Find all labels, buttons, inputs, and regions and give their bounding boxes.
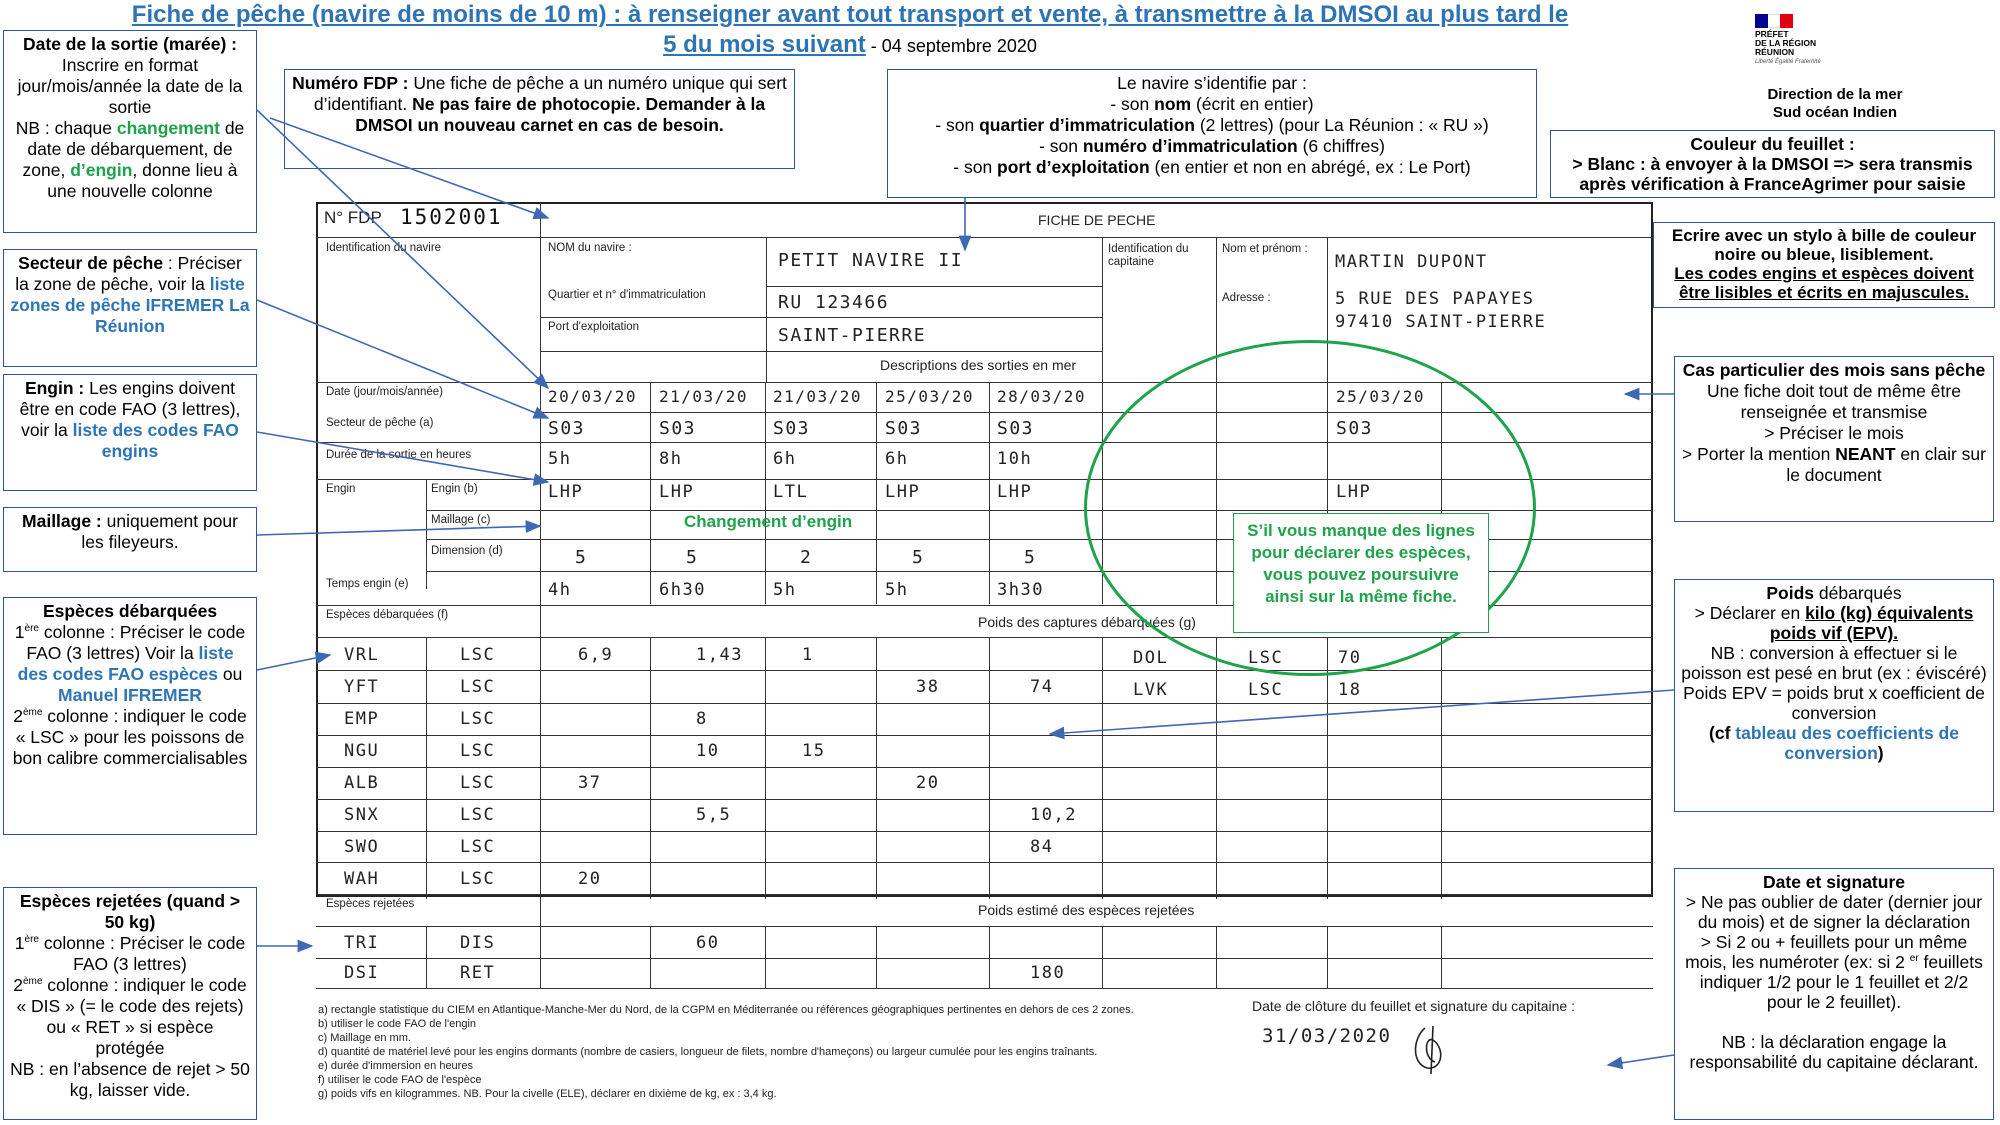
fdp-label: N° FDP (324, 208, 382, 227)
cloture-label: Date de clôture du feuillet et signature du capitaine : (1252, 998, 1575, 1014)
rejet-category: RET (460, 963, 496, 983)
cell-dimension-2: 5 (686, 547, 699, 568)
ident-navire-label: Identification du navire (326, 242, 442, 254)
arrow-signature (1608, 1055, 1674, 1065)
cell-dimension-5: 5 (1024, 547, 1037, 568)
ident-capitaine-label: Identification du capitaine (1108, 243, 1189, 268)
espece-weight: 18 (1338, 680, 1362, 700)
fdp-number: 1502001 (400, 205, 503, 229)
espece-weight: 20 (578, 869, 602, 889)
arrow-fdp (270, 118, 548, 218)
logo-motto: Liberté Égalité Fraternité (1755, 59, 1821, 65)
espece-code: NGU (344, 741, 380, 761)
cloture-date: 31/03/2020 (1262, 1025, 1392, 1047)
arrow-poids (1050, 690, 1674, 734)
row-label-duree: Durée de la sortie en heures (326, 449, 472, 461)
cell-secteur-1: S03 (548, 418, 586, 439)
cell-secteur-5: S03 (997, 418, 1035, 439)
cell-secteur-3: S03 (773, 418, 811, 439)
cell-temps-4: 5h (885, 580, 909, 600)
rejet-category: DIS (460, 933, 496, 953)
espece-weight: 1 (802, 645, 814, 665)
cell-temps-2: 6h30 (659, 580, 706, 600)
espece-weight: 5,5 (696, 805, 732, 825)
espece-code: EMP (344, 709, 380, 729)
cell-secteur-2: S03 (659, 418, 697, 439)
arrow-secteur (257, 300, 548, 418)
cell-date-4: 25/03/20 (885, 387, 975, 406)
cell-dimension-4: 5 (912, 547, 925, 568)
espece-category: LSC (460, 869, 496, 889)
espece-code: DOL (1133, 648, 1169, 668)
note-navire: Le navire s’identifie par : - son nom (écrit en entier) - son quartier d’immatriculation (2 lettres) (pour La Réunion : « RU ») - son numéro d’immatriculation (6 chiffres) - son port d’exploitation (en entier et non en abrégé, ex : Le Port) (887, 69, 1537, 198)
cell-date-8: 25/03/20 (1336, 387, 1426, 406)
espece-category: LSC (1248, 648, 1284, 668)
espece-category: LSC (460, 709, 496, 729)
espece-code: SNX (344, 805, 380, 825)
cell-duree-4: 6h (885, 449, 909, 469)
cell-temps-5: 3h30 (997, 580, 1044, 600)
cell-date-3: 21/03/20 (773, 387, 863, 406)
espece-weight: 70 (1338, 648, 1362, 668)
poids-captures-label: Poids des captures débarquées (g) (978, 614, 1196, 630)
adresse-line1: 5 RUE DES PAPAYES (1335, 289, 1535, 309)
cell-date-5: 28/03/20 (997, 387, 1087, 406)
footnotes: a) rectangle statistique du CIEM en Atlantique-Manche-Mer du Nord, de la CGPM en Méditerranée ou références géographiques pertinentes en dehors de ces 2 zones. b) utiliser le code FAO de l'engin c) Maillage en mm. d) quantité de matériel levé pour les engins dormants (nombre de casiers, longueur de filets, nombre d'hameçons) ou largeur cumulée pour les engins traînants. e) durée d'immersion en heures f) utiliser le code FAO de l'espèce g) poids vifs en kilogrammes. NB. Pour la civelle (ELE), déclarer en dixième de kg, ex : 3,4 kg. (318, 1004, 1134, 1100)
cell-engin-2: LHP (659, 482, 695, 502)
espece-weight: 10,2 (1030, 805, 1077, 825)
espece-code: VRL (344, 645, 380, 665)
quartier-label: Quartier et n° d'immatriculation (548, 289, 706, 301)
note-secteur: Secteur de pêche : Préciser la zone de pêche, voir la liste zones de pêche IFREMER La Réunion (3, 249, 257, 367)
espece-weight: 37 (578, 773, 602, 793)
adresse-label: Adresse : (1222, 292, 1271, 304)
espece-weight: 8 (696, 709, 708, 729)
cell-engin-8: LHP (1336, 482, 1372, 502)
espece-weight: 1,43 (696, 645, 743, 665)
nom-navire-value: PETIT NAVIRE II (778, 250, 964, 271)
changement-engin-note: Changement d’engin (684, 512, 853, 531)
note-poids: Poids débarqués > Déclarer en kilo (kg) équivalents poids vif (EPV). NB : conversion à effectuer si le poisson est pesé en brut (ex : éviscéré) Poids EPV = poids brut x coefficient de conversion (cf tableau des coefficients de conversion) (1674, 579, 1994, 812)
port-label: Port d'exploitation (548, 321, 640, 333)
arrow-especes (257, 655, 330, 670)
espece-weight: 84 (1030, 837, 1054, 857)
immat-value: RU 123466 (778, 292, 890, 313)
cell-duree-2: 8h (659, 449, 683, 469)
cell-engin-4: LHP (885, 482, 921, 502)
cell-duree-5: 10h (997, 449, 1033, 469)
cell-secteur-4: S03 (885, 418, 923, 439)
cell-dimension-3: 2 (800, 547, 813, 568)
capitaine-value: MARTIN DUPONT (1335, 252, 1488, 272)
rejet-code: TRI (344, 933, 380, 953)
title-line1: Fiche de pêche (navire de moins de 10 m) : à renseigner avant tout transport et vente, à transmettre à la DMSOI au plus tard le (131, 1, 1569, 28)
row-label-secteur: Secteur de pêche (a) (326, 417, 434, 429)
note-engin: Engin : Les engins doivent être en code FAO (3 lettres), voir la liste des codes FAO engins (3, 374, 257, 491)
rejet-weight: 60 (696, 933, 720, 953)
cell-temps-1: 4h (548, 580, 572, 600)
espece-weight: 74 (1030, 677, 1054, 697)
cell-engin-1: LHP (548, 482, 584, 502)
espece-code: SWO (344, 837, 380, 857)
row-label-dimension: Dimension (d) (431, 545, 503, 557)
logo-text: PRÉFET DE LA RÉGION RÉUNION (1755, 29, 1817, 57)
espece-weight: 15 (802, 741, 826, 761)
cell-temps-3: 5h (773, 580, 797, 600)
espece-code: LVK (1133, 680, 1169, 700)
row-label-date: Date (jour/mois/année) (326, 386, 443, 398)
note-couleur: Couleur du feuillet : > Blanc : à envoyer à la DMSOI => sera transmis après vérification à FranceAgrimer pour saisie (1550, 130, 1995, 198)
nom-prenom-label: Nom et prénom : (1222, 243, 1308, 255)
espece-code: WAH (344, 869, 380, 889)
cell-date-2: 21/03/20 (659, 387, 749, 406)
arrow-maillage (257, 526, 540, 535)
row-label-especes: Espèces débarquées (f) (326, 609, 449, 621)
note-date-sortie: Date de la sortie (marée) : Inscrire en format jour/mois/année la date de la sortie NB : chaque changement de date de débarquement, de zone, d’engin, donne lieu à une nouvelle colonne (3, 30, 257, 233)
note-especes-debarquees: Espèces débarquées 1ère colonne : Préciser le code FAO (3 lettres) Voir la liste des codes FAO espèces ou Manuel IFREMER 2ème colonne : indiquer le code « LSC » pour les poissons de bon calibre commercialisables (3, 597, 257, 835)
extra-lines-note: S’il vous manque des lignes pour déclarer des espèces, vous pouvez poursuivre ainsi sur la même fiche. (1233, 513, 1489, 633)
rejet-code: DSI (344, 963, 380, 983)
cell-secteur-8: S03 (1336, 418, 1374, 439)
espece-category: LSC (460, 741, 496, 761)
note-numero-fdp: Numéro FDP : Une fiche de pêche a un numéro unique qui sert d’identifiant. Ne pas faire de photocopie. Demander à la DMSOI un nouveau carnet en cas de besoin. (284, 69, 795, 169)
row-label-engin-b: Engin (b) (431, 483, 478, 495)
espece-weight: 38 (916, 677, 940, 697)
note-stylo: Ecrire avec un stylo à bille de couleur noire ou bleue, lisiblement. Les codes engins et espèces doivent être lisibles et écrits en majuscules. (1653, 222, 1995, 308)
rejet-weight: 180 (1030, 963, 1066, 983)
cell-date-1: 20/03/20 (548, 387, 638, 406)
adresse-line2: 97410 SAINT-PIERRE (1335, 312, 1547, 332)
arrow-date (257, 110, 548, 388)
espece-category: LSC (460, 645, 496, 665)
cell-duree-1: 5h (548, 449, 572, 469)
espece-weight: 6,9 (578, 645, 614, 665)
arrow-engin (257, 432, 548, 482)
cell-dimension-1: 5 (575, 547, 588, 568)
row-label-temps: Temps engin (e) (326, 578, 409, 590)
note-sans-peche: Cas particulier des mois sans pêche Une fiche doit tout de même être renseignée et transmise > Préciser le mois > Porter la mention NEANT en clair sur le document (1674, 356, 1994, 522)
note-especes-rejetees: Espèces rejetées (quand > 50 kg) 1ère colonne : Préciser le code FAO (3 lettres) 2ème colonne : indiquer le code « DIS » (= le code des rejets) ou « RET » si espèce protégée NB : en l’absence de rejet > 50 kg, laisser vide. (3, 887, 257, 1120)
port-value: SAINT-PIERRE (778, 325, 927, 346)
poids-rejetes-label: Poids estimé des espèces rejetées (978, 902, 1195, 918)
espece-code: YFT (344, 677, 380, 697)
espece-category: LSC (460, 677, 496, 697)
nom-navire-label: NOM du navire : (548, 242, 632, 254)
cell-engin-3: LTL (773, 482, 809, 502)
note-signature: Date et signature > Ne pas oublier de dater (dernier jour du mois) et de signer la déclaration > Si 2 ou + feuillets pour un même mois, les numéroter (ex: si 2 $^{er}$ feuillets indiquer 1/2 pour le 1 feuillet et 2/2 pour le 2 feuillet). NB : la déclaration engage la responsabilité du capitaine déclarant. (1674, 868, 1994, 1120)
row-label-maillage: Maillage (c) (431, 514, 491, 526)
espece-weight: 20 (916, 773, 940, 793)
row-label-rejetees: Espèces rejetées (326, 898, 415, 910)
title-deadline: 5 du mois suivant (663, 31, 866, 58)
direction-label: Direction de la mer Sud océan Indien (1767, 86, 1903, 121)
descriptions-label: Descriptions des sorties en mer (880, 357, 1077, 373)
document-date: - 04 septembre 2020 (865, 36, 1037, 56)
cell-engin-5: LHP (997, 482, 1033, 502)
espece-weight: 10 (696, 741, 720, 761)
espece-code: ALB (344, 773, 380, 793)
espece-category: LSC (460, 805, 496, 825)
espece-category: LSC (460, 773, 496, 793)
row-label-engin: Engin (326, 483, 356, 495)
espece-category: LSC (1248, 680, 1284, 700)
espece-category: LSC (460, 837, 496, 857)
note-maillage: Maillage : uniquement pour les fileyeurs. (3, 507, 257, 572)
cell-duree-3: 6h (773, 449, 797, 469)
form-title: FICHE DE PECHE (1038, 212, 1156, 228)
